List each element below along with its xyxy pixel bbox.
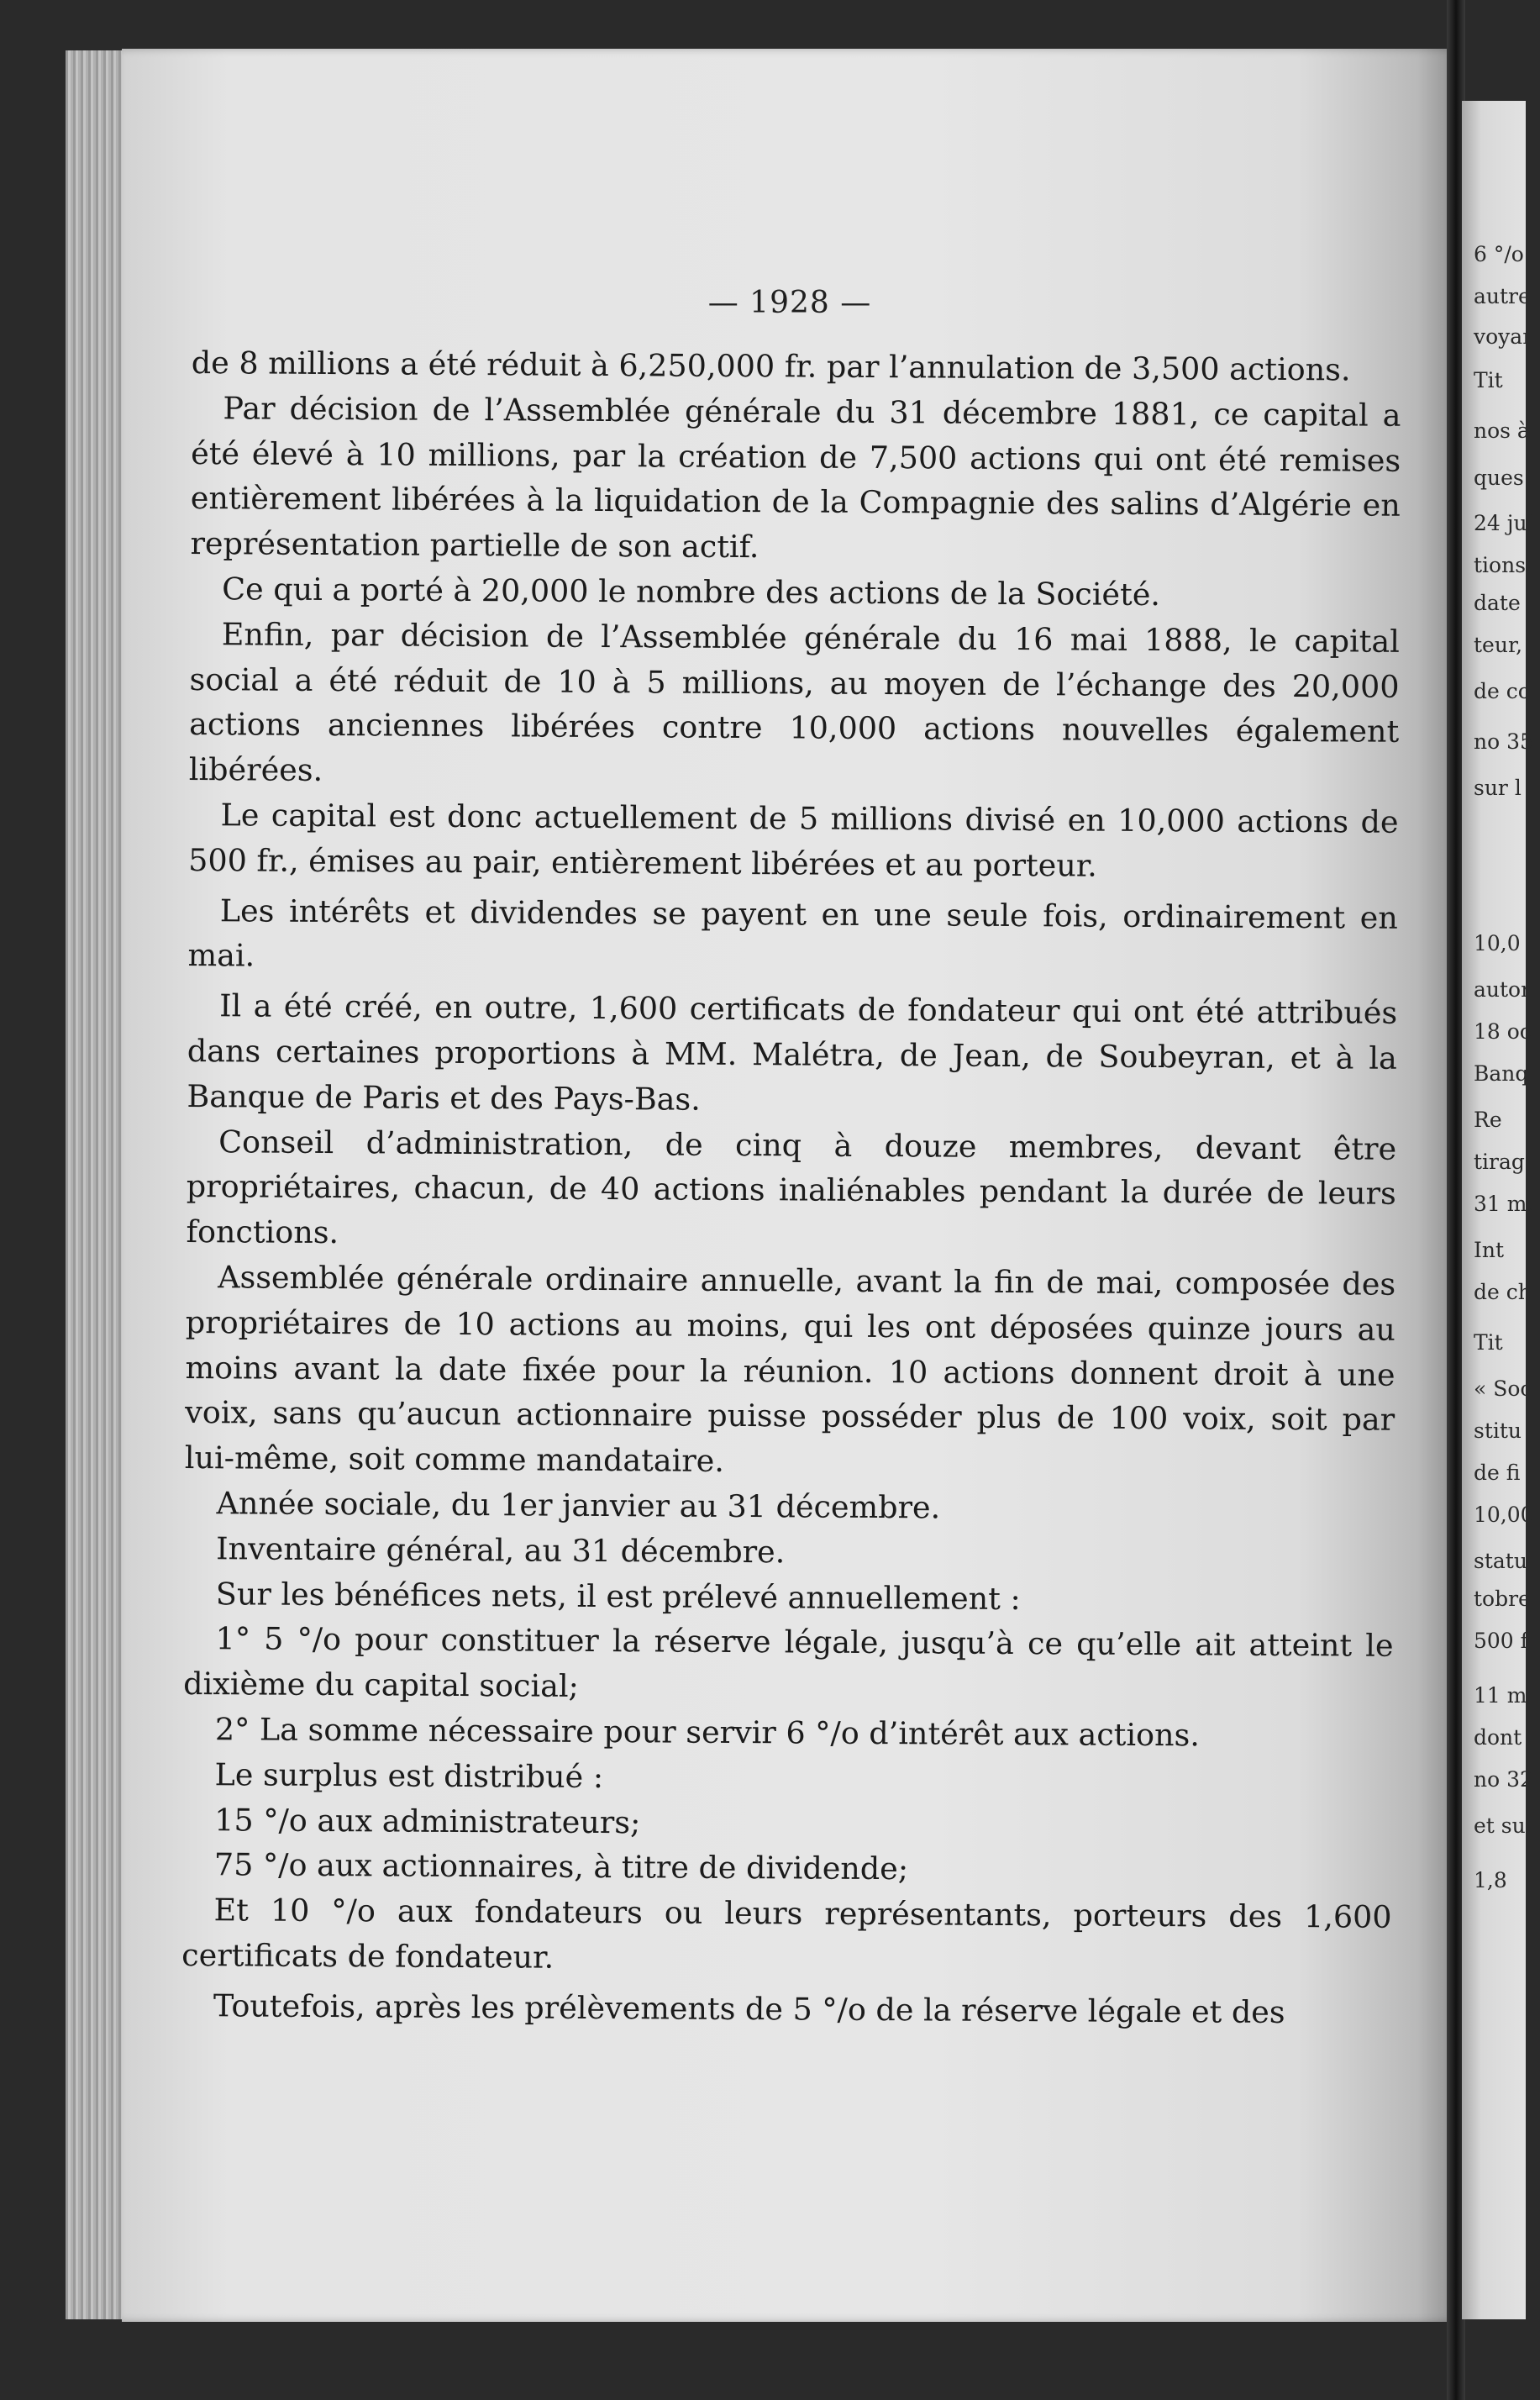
paragraph: de 8 millions a été réduit à 6,250,000 fr. par l’annulation de 3,500 actions. bbox=[191, 344, 1351, 388]
facing-page-fragment: Tit bbox=[1474, 1330, 1503, 1355]
facing-page-fragment: voyar bbox=[1474, 324, 1533, 349]
facing-page-fragment: 18 oc bbox=[1474, 1019, 1532, 1044]
paragraph: Les intérêts et dividendes se payent en une seule fois, ordinairement en mai. bbox=[187, 892, 1398, 974]
facing-page-fragment: no 35. bbox=[1474, 729, 1540, 754]
paragraph: Par décision de l’Assemblée générale du 31 décembre 1881, ce capital a été élevé à 10 millions, par la création de 7,500 actions qui ont été remises entièrement libérées à la liquidation de la Compagnie des salins d’Algérie en représentation partielle de son actif. bbox=[190, 390, 1401, 566]
facing-page-fragment: 24 jui bbox=[1474, 511, 1534, 535]
page-number: — 1928 — bbox=[707, 286, 872, 320]
facing-page-fragment: ques. bbox=[1474, 466, 1531, 490]
facing-page-fragment: de ch bbox=[1474, 1280, 1532, 1304]
facing-page-fragment: autor bbox=[1474, 977, 1532, 1002]
facing-page-fragment: et su bbox=[1474, 1813, 1526, 1838]
facing-page-fragment: 31 ma bbox=[1474, 1192, 1540, 1216]
paragraph: Assemblée générale ordinaire annuelle, avant la fin de mai, composée des propriétaires de 10 actions au moins, qui les ont déposées quinze jours au moins avant la date fixée pour la réunion. 10 actions donnent droit à une voix, sans qu’aucun actionnaire puisse posséder plus de 100 voix, soit par lui-même, soit comme mandataire. bbox=[184, 1259, 1396, 1480]
paragraph: Ce qui a porté à 20,000 le nombre des actions de la Société. bbox=[222, 571, 1161, 613]
facing-page-fragment: « Soc bbox=[1474, 1376, 1532, 1401]
facing-page-fragment: date bbox=[1474, 591, 1521, 615]
facing-page-fragment: 500 f bbox=[1474, 1629, 1528, 1653]
facing-page-fragment: autre bbox=[1474, 284, 1531, 308]
facing-page-fragment: dont bbox=[1474, 1725, 1522, 1750]
facing-page-fragment: de co bbox=[1474, 679, 1531, 703]
facing-page-fragment: no 32 bbox=[1474, 1767, 1533, 1792]
paragraph: Enfin, par décision de l’Assemblée générale du 16 mai 1888, le capital social a été réduit de 10 à 5 millions, au moyen de l’échange des 20,000 actions anciennes libérées contre 10,000 actions nouvelles également libérées. bbox=[188, 616, 1400, 789]
facing-page-fragment: 10,0 bbox=[1474, 931, 1521, 955]
facing-page-fragment: Tit bbox=[1474, 368, 1503, 392]
facing-page-fragment: Int bbox=[1474, 1238, 1505, 1262]
paragraph: Toutefois, après les prélèvements de 5 °/o de la réserve légale et des bbox=[213, 1987, 1285, 2030]
paragraph: Conseil d’administration, de cinq à douze membres, devant être propriétaires, chacun, de 40 actions inaliénables pendant la durée de leurs fonctions. bbox=[186, 1123, 1397, 1251]
paragraph: 75 °/o aux actionnaires, à titre de dividende; bbox=[213, 1846, 909, 1887]
facing-page-fragment: 1,8 bbox=[1474, 1868, 1507, 1892]
paragraph: 2° La somme nécessaire pour servir 6 °/o d’intérêt aux actions. bbox=[214, 1711, 1201, 1754]
facing-page-fragment: 11 m bbox=[1474, 1683, 1527, 1708]
paragraph: Le capital est donc actuellement de 5 millions divisé en 10,000 actions de 500 fr., émises au pair, entièrement libérées et au porteur. bbox=[188, 797, 1399, 884]
facing-page-fragment: stitu bbox=[1474, 1418, 1522, 1443]
paragraph: 15 °/o aux administrateurs; bbox=[214, 1801, 641, 1840]
facing-page-fragment: tions bbox=[1474, 553, 1527, 577]
paragraph: Et 10 °/o aux fondateurs ou leurs représentants, porteurs des 1,600 certificats de fondateur. bbox=[181, 1892, 1392, 1976]
facing-page-fragment: de fi bbox=[1474, 1461, 1521, 1485]
facing-page-fragment: Banq bbox=[1474, 1061, 1529, 1086]
paragraph: Année sociale, du 1er janvier au 31 décembre. bbox=[216, 1485, 941, 1526]
facing-page-fragment: 10,00 bbox=[1474, 1503, 1534, 1527]
paragraph: 1° 5 °/o pour constituer la réserve légale, jusqu’à ce qu’elle ait atteint le dixième du capital social; bbox=[183, 1620, 1394, 1704]
facing-page-fragment: teur, bbox=[1474, 633, 1523, 657]
facing-page-fragment: nos à bbox=[1474, 418, 1530, 443]
body-text bbox=[181, 340, 1401, 2035]
facing-page-fragment: Re bbox=[1474, 1108, 1502, 1132]
paragraph: Sur les bénéfices nets, il est prélevé annuellement : bbox=[215, 1575, 1021, 1617]
facing-page-fragment: statu bbox=[1474, 1549, 1527, 1573]
paragraph: Il a été créé, en outre, 1,600 certificats de fondateur qui ont été attribués dans certaines proportions à MM. Malétra, de Jean, de Soubeyran, et à la Banque de Paris et des Pays-Bas. bbox=[187, 987, 1398, 1118]
paragraph: Le surplus est distribué : bbox=[214, 1755, 604, 1795]
facing-page-edge bbox=[1462, 101, 1540, 2319]
paragraph: Inventaire général, au 31 décembre. bbox=[216, 1529, 786, 1571]
facing-page-fragment: tobre bbox=[1474, 1587, 1531, 1611]
facing-page-fragment: sur l bbox=[1474, 776, 1522, 800]
facing-page-fragment: 6 °/o bbox=[1474, 242, 1524, 266]
page-edge-stack bbox=[66, 50, 128, 2319]
facing-page-fragment: tirag bbox=[1474, 1150, 1525, 1174]
